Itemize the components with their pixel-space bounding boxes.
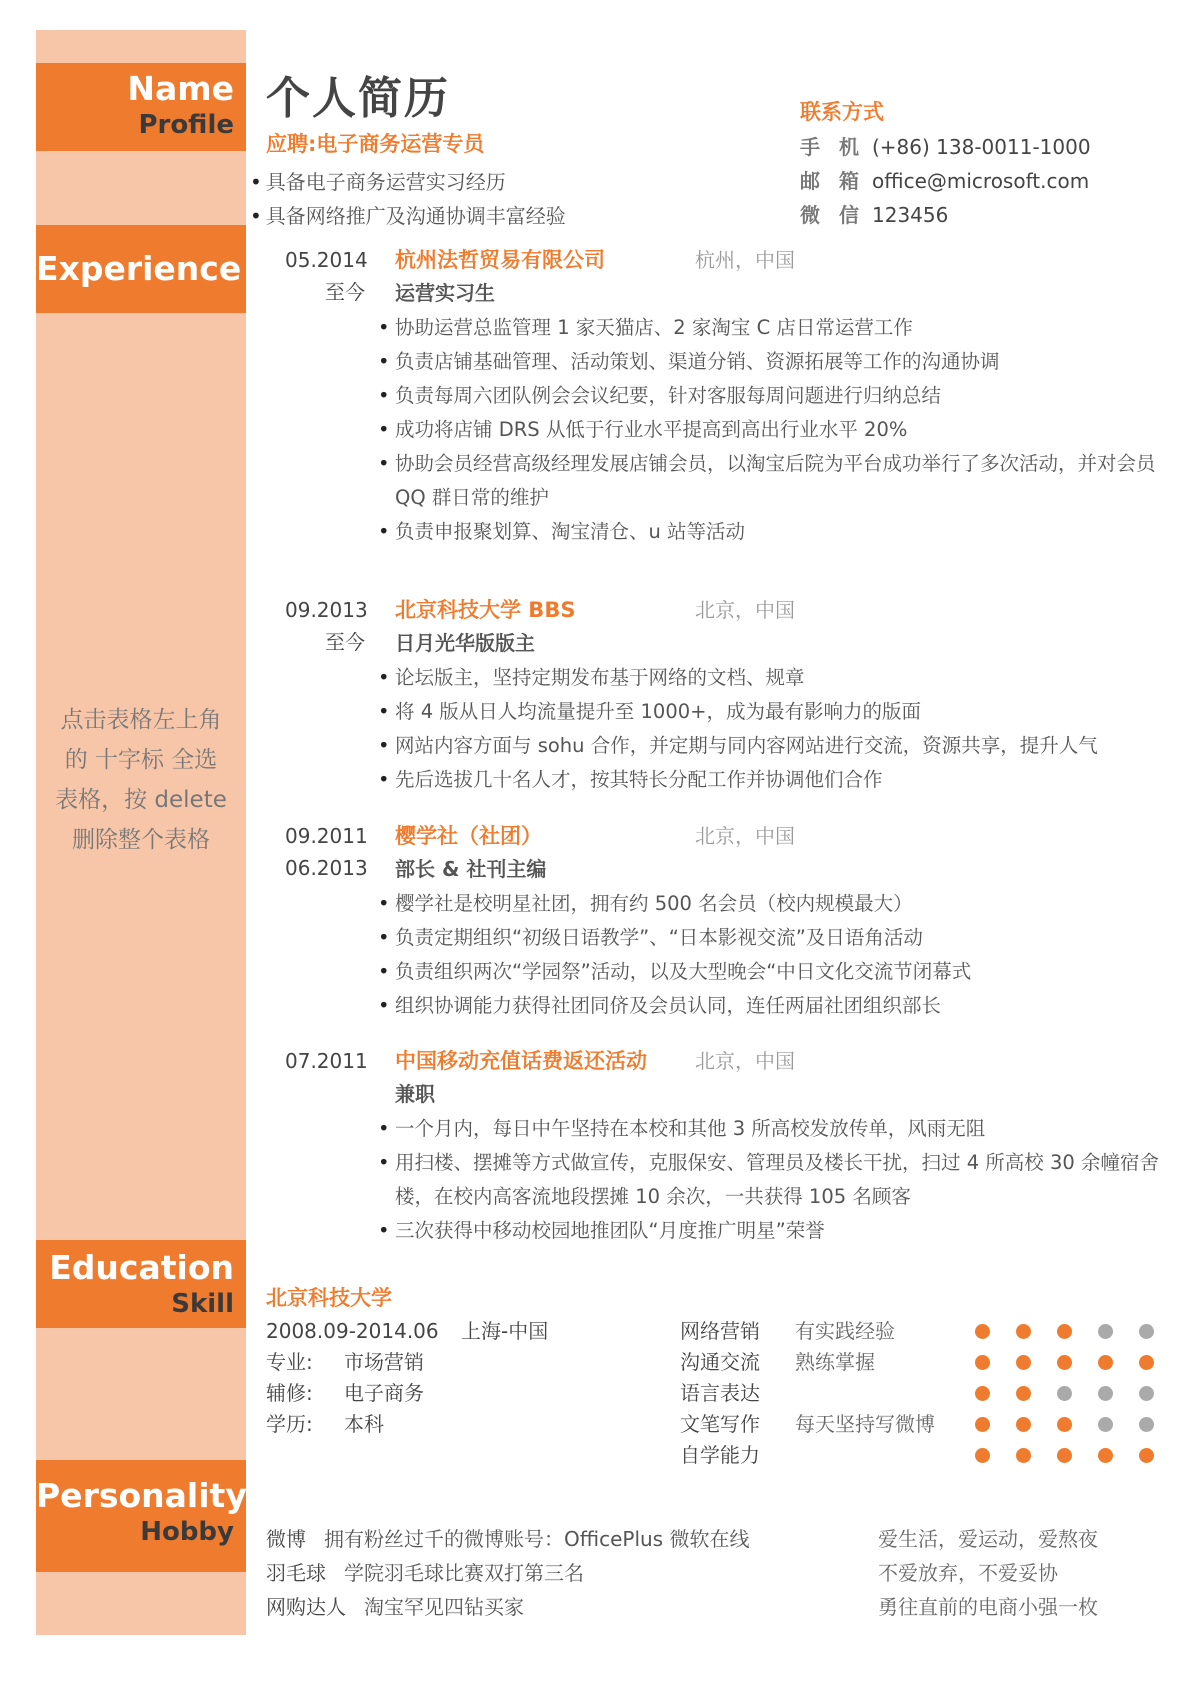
experience-item: • 负责每周六团队例会会议纪要，针对客服每周问题进行归纳总结 — [378, 379, 1168, 413]
sidebar-note-line: 的 十字标 全选 — [64, 747, 218, 773]
skill-row — [680, 1347, 1165, 1378]
contact-info — [800, 130, 1091, 232]
rating-dot-filled — [975, 1355, 990, 1370]
experience-item: • 协助会员经营高级经理发展店铺会员，以淘宝后院为平台成功举行了多次活动，并对会员 QQ 群日常的维护 — [378, 447, 1168, 515]
education-label: 专业: — [266, 1350, 313, 1374]
rating-dot-filled — [975, 1324, 990, 1339]
personality-line: 勇往直前的电商小强一枚 — [878, 1595, 1098, 1619]
education-value: 电子商务 — [344, 1381, 424, 1405]
contact-value[interactable]: office@microsoft.com — [872, 169, 1090, 193]
experience-location: 杭州，中国 — [695, 248, 795, 272]
experience-date-start: 05.2014 — [285, 248, 368, 272]
experience-item: • 负责定期组织“初级日语教学”、“日本影视交流”及日语角活动 — [378, 921, 1168, 955]
contact-row-email — [800, 164, 1091, 198]
experience-role: 部长 & 社刊主编 — [395, 857, 547, 881]
experience-location: 北京，中国 — [695, 824, 795, 848]
personality-line: 爱生活，爱运动，爱熬夜 — [878, 1527, 1098, 1551]
experience-item: • 论坛版主，坚持定期发布基于网络的文档、规章 — [378, 661, 1168, 695]
experience-item: • 负责店铺基础管理、活动策划、渠道分销、资源拓展等工作的沟通协调 — [378, 345, 1168, 379]
experience-location: 北京，中国 — [695, 1049, 795, 1073]
skill-name: 网络营销 — [680, 1319, 760, 1343]
rating-dot-filled — [1098, 1355, 1113, 1370]
rating-dot-filled — [1016, 1324, 1031, 1339]
rating-dot-filled — [1057, 1355, 1072, 1370]
hobby-value: 学院羽毛球比赛双打第三名 — [344, 1561, 584, 1585]
skill-name: 文笔写作 — [680, 1412, 760, 1436]
profile-highlight: • 具备网络推广及沟通协调丰富经验 — [250, 199, 566, 233]
rating-dot-empty — [1139, 1417, 1154, 1432]
rating-dot-empty — [1057, 1386, 1072, 1401]
skill-desc: 熟练掌握 — [795, 1350, 875, 1374]
experience-location: 北京，中国 — [695, 598, 795, 622]
skill-rating — [975, 1417, 1154, 1432]
experience-date-start: 09.2011 — [285, 824, 368, 848]
experience-item: • 先后选拔几十名人才，按其特长分配工作并协调他们合作 — [378, 763, 1168, 797]
band-education-skill — [36, 1240, 246, 1328]
skill-rating — [975, 1448, 1154, 1463]
band-name-profile — [36, 63, 246, 151]
hobby-value: 淘宝罕见四钻买家 — [364, 1595, 524, 1619]
experience-items — [378, 1112, 1168, 1248]
rating-dot-filled — [1016, 1417, 1031, 1432]
rating-dot-empty — [1098, 1386, 1113, 1401]
education-school: 北京科技大学 — [266, 1286, 392, 1310]
skill-rating — [975, 1386, 1154, 1401]
experience-date-start: 09.2013 — [285, 598, 368, 622]
experience-role: 兼职 — [395, 1082, 435, 1106]
rating-dot-filled — [975, 1417, 990, 1432]
education-value: 市场营销 — [344, 1350, 424, 1374]
hobby-label: 微博 — [266, 1527, 306, 1551]
hobby-row — [266, 1590, 749, 1624]
skill-row — [680, 1440, 1165, 1471]
experience-item: • 组织协调能力获得社团同侪及会员认同，连任两届社团组织部长 — [378, 989, 1168, 1023]
rating-dot-filled — [1057, 1324, 1072, 1339]
band-personality-hobby — [36, 1460, 246, 1572]
skill-desc: 有实践经验 — [795, 1319, 895, 1343]
skill-row — [680, 1409, 1165, 1440]
rating-dot-empty — [1139, 1324, 1154, 1339]
personality-line: 不爱放弃，不爱妥协 — [878, 1561, 1058, 1585]
band-education-label: Education — [49, 1248, 234, 1287]
experience-date-end: 至今 — [325, 630, 365, 654]
education-row — [266, 1347, 548, 1378]
experience-items — [378, 661, 1168, 797]
page-title: 个人简历 — [266, 73, 450, 124]
experience-role: 日月光华版版主 — [395, 631, 535, 655]
contact-row-wechat — [800, 198, 1091, 232]
rating-dot-filled — [1016, 1448, 1031, 1463]
rating-dot-filled — [975, 1448, 990, 1463]
rating-dot-filled — [1139, 1448, 1154, 1463]
rating-dot-empty — [1098, 1417, 1113, 1432]
skill-name: 语言表达 — [680, 1381, 760, 1405]
contact-title: 联系方式 — [800, 100, 884, 124]
hobby-row — [266, 1522, 749, 1556]
contact-value: 123456 — [872, 203, 949, 227]
education-value: 本科 — [344, 1412, 384, 1436]
experience-org: 北京科技大学 BBS — [395, 598, 576, 622]
rating-dot-empty — [1098, 1324, 1113, 1339]
education-period-row — [266, 1316, 548, 1347]
hobby-label: 羽毛球 — [266, 1561, 326, 1585]
band-name-label: Name — [127, 69, 234, 108]
band-experience-label: Experience — [36, 249, 242, 288]
skill-desc: 每天坚持写微博 — [795, 1412, 935, 1436]
experience-role: 运营实习生 — [395, 281, 495, 305]
apply-position: 应聘:电子商务运营专员 — [266, 132, 485, 156]
experience-item: • 用扫楼、摆摊等方式做宣传，克服保安、管理员及楼长干扰，扫过 4 所高校 30 余幢宿舍楼，在校内高客流地段摆摊 10 余次，一共获得 105 名顾客 — [378, 1146, 1168, 1214]
experience-item: • 网站内容方面与 sohu 合作，并定期与同内容网站进行交流，资源共享，提升人气 — [378, 729, 1168, 763]
hobby-row — [266, 1556, 749, 1590]
profile-highlights — [250, 165, 566, 233]
rating-dot-filled — [975, 1386, 990, 1401]
skill-row — [680, 1378, 1165, 1409]
sidebar-note-line: 删除整个表格 — [72, 827, 210, 853]
rating-dot-filled — [1016, 1386, 1031, 1401]
band-skill-label: Skill — [171, 1289, 234, 1319]
contact-value: (+86) 138-0011-1000 — [872, 135, 1091, 159]
experience-item: • 将 4 版从日人均流量提升至 1000+，成为最有影响力的版面 — [378, 695, 1168, 729]
sidebar-note — [46, 700, 236, 860]
profile-highlight: • 具备电子商务运营实习经历 — [250, 165, 566, 199]
rating-dot-empty — [1139, 1386, 1154, 1401]
experience-item: • 樱学社是校明星社团，拥有约 500 名会员（校内规模最大） — [378, 887, 1168, 921]
education-row — [266, 1378, 548, 1409]
hobby-label: 网购达人 — [266, 1595, 346, 1619]
hobby-list — [266, 1522, 749, 1624]
contact-row-phone — [800, 130, 1091, 164]
band-profile-label: Profile — [138, 110, 234, 140]
education-label: 学历: — [266, 1412, 313, 1436]
education-label: 辅修: — [266, 1381, 313, 1405]
experience-item: • 负责申报聚划算、淘宝清仓、u 站等活动 — [378, 515, 1168, 549]
rating-dot-filled — [1057, 1448, 1072, 1463]
skills-list — [680, 1316, 1165, 1471]
contact-label: 微 信 — [800, 203, 865, 227]
experience-org: 樱学社（社团） — [395, 824, 542, 848]
experience-items — [378, 311, 1168, 549]
experience-org: 杭州法哲贸易有限公司 — [395, 248, 605, 272]
hobby-value: 拥有粉丝过千的微博账号：OfficePlus 微软在线 — [324, 1527, 750, 1551]
experience-date-end: 至今 — [325, 280, 365, 304]
experience-date-start: 07.2011 — [285, 1049, 368, 1073]
rating-dot-filled — [1139, 1355, 1154, 1370]
education-place: 上海-中国 — [461, 1319, 549, 1343]
skill-rating — [975, 1324, 1154, 1339]
skill-row — [680, 1316, 1165, 1347]
skill-name: 自学能力 — [680, 1443, 760, 1467]
contact-label: 邮 箱 — [800, 169, 865, 193]
education-period: 2008.09-2014.06 — [266, 1319, 439, 1343]
contact-label: 手 机 — [800, 135, 865, 159]
experience-item: • 协助运营总监管理 1 家天猫店、2 家淘宝 C 店日常运营工作 — [378, 311, 1168, 345]
experience-date-end: 06.2013 — [285, 856, 368, 880]
experience-org: 中国移动充值话费返还活动 — [395, 1049, 647, 1073]
experience-item: • 三次获得中移动校园地推团队“月度推广明星”荣誉 — [378, 1214, 1168, 1248]
skill-name: 沟通交流 — [680, 1350, 760, 1374]
experience-item: • 一个月内，每日中午坚持在本校和其他 3 所高校发放传单，风雨无阻 — [378, 1112, 1168, 1146]
education-info — [266, 1316, 548, 1440]
sidebar-note-line: 点击表格左上角 — [60, 707, 222, 733]
band-hobby-label: Hobby — [140, 1517, 234, 1547]
rating-dot-filled — [1016, 1355, 1031, 1370]
education-row — [266, 1409, 548, 1440]
rating-dot-filled — [1098, 1448, 1113, 1463]
rating-dot-filled — [1057, 1417, 1072, 1432]
experience-items — [378, 887, 1168, 1023]
personality-list — [878, 1522, 1098, 1624]
experience-item: • 成功将店铺 DRS 从低于行业水平提高到高出行业水平 20% — [378, 413, 1168, 447]
skill-rating — [975, 1355, 1154, 1370]
band-experience — [36, 225, 246, 313]
sidebar-note-line: 表格，按 delete — [55, 787, 227, 813]
band-personality-label: Personality — [36, 1476, 247, 1515]
experience-item: • 负责组织两次“学园祭”活动，以及大型晚会“中日文化交流节闭幕式 — [378, 955, 1168, 989]
